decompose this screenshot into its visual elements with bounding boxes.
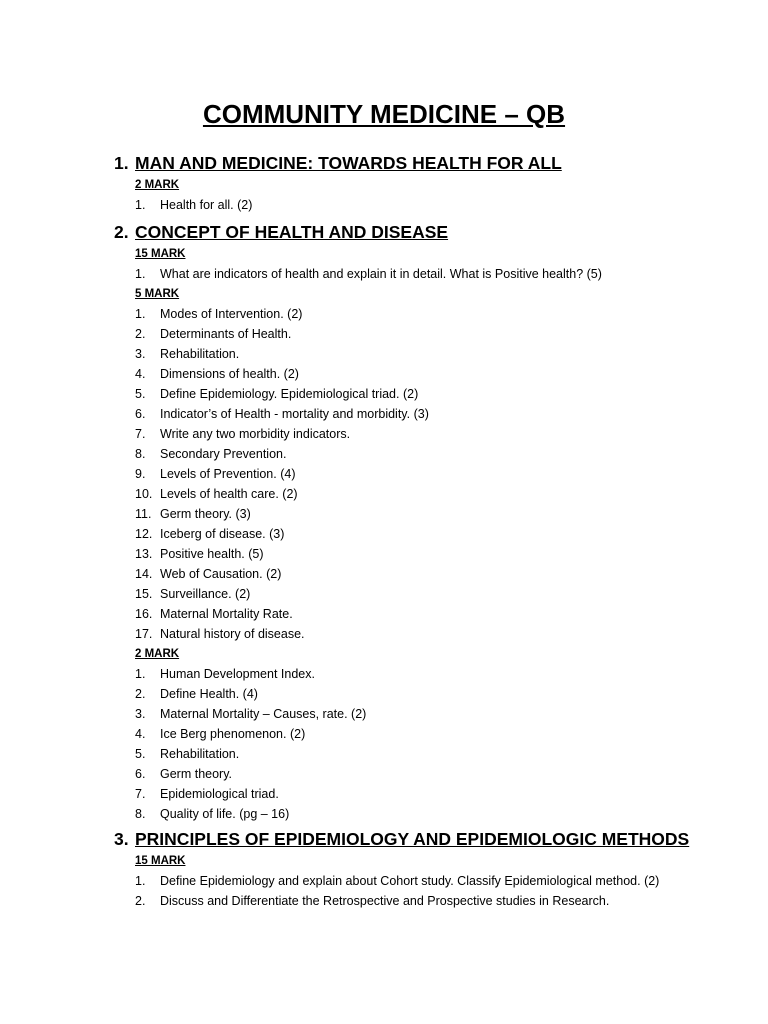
question-number: 6.: [135, 407, 146, 421]
question-text: Quality of life. (pg – 16): [160, 807, 290, 821]
question-item: [135, 504, 602, 524]
question-item: [135, 584, 602, 604]
question-text: Define Epidemiology. Epidemiological triad. (2): [160, 387, 419, 401]
question-item: [135, 564, 602, 584]
question-text: Maternal Mortality Rate.: [160, 607, 293, 621]
question-number: 14.: [135, 567, 153, 581]
question-text: Natural history of disease.: [160, 627, 305, 641]
question-number: 3.: [135, 707, 146, 721]
question-text: Write any two morbidity indicators.: [160, 427, 351, 441]
question-number: 11.: [135, 507, 152, 521]
question-number: 12.: [135, 527, 153, 541]
question-text: Positive health. (5): [160, 547, 264, 561]
question-item: [135, 384, 602, 404]
mark-heading: 15 MARK: [135, 855, 186, 867]
section-number: 1.: [114, 153, 129, 173]
question-number: 1.: [135, 307, 146, 321]
question-text: Human Development Index.: [160, 667, 315, 681]
question-item: [135, 424, 602, 444]
question-number: 6.: [135, 767, 146, 781]
section-2: [114, 220, 602, 824]
question-item: [135, 264, 602, 284]
question-item: [135, 344, 602, 364]
question-text: Surveillance. (2): [160, 587, 251, 601]
question-text: Levels of health care. (2): [160, 487, 298, 501]
question-number: 5.: [135, 387, 146, 401]
question-text: Dimensions of health. (2): [160, 367, 299, 381]
question-number: 16.: [135, 607, 153, 621]
mark-group: [135, 244, 602, 284]
question-text: Modes of Intervention. (2): [160, 307, 303, 321]
question-number: 1.: [135, 667, 146, 681]
question-number: 10.: [135, 487, 153, 501]
question-number: 4.: [135, 367, 146, 381]
section-number: 2.: [114, 222, 129, 242]
question-number: 8.: [135, 807, 146, 821]
question-item: [135, 544, 602, 564]
question-list: [135, 304, 602, 644]
mark-group: [135, 284, 602, 644]
question-text: Epidemiological triad.: [160, 787, 279, 801]
mark-heading: 2 MARK: [135, 179, 180, 191]
question-item: [135, 624, 602, 644]
question-item: [135, 744, 602, 764]
question-number: 8.: [135, 447, 146, 461]
question-list: [135, 664, 602, 824]
question-item: [135, 444, 602, 464]
section-title: MAN AND MEDICINE: TOWARDS HEALTH FOR ALL: [135, 153, 562, 173]
section-heading: [114, 220, 602, 244]
question-number: 1.: [135, 198, 146, 212]
question-item: [135, 804, 602, 824]
question-number: 1.: [135, 874, 146, 888]
question-number: 2.: [135, 894, 146, 908]
question-item: [135, 324, 602, 344]
question-text: What are indicators of health and explain it in detail. What is Positive health? (5): [160, 267, 602, 281]
question-text: Determinants of Health.: [160, 327, 292, 341]
question-text: Germ theory.: [160, 767, 233, 781]
question-text: Germ theory. (3): [160, 507, 251, 521]
question-list: [135, 871, 689, 911]
mark-group: [135, 644, 602, 824]
question-item: [135, 404, 602, 424]
mark-group: [135, 175, 562, 215]
question-text: Rehabilitation.: [160, 347, 240, 361]
question-text: Define Health. (4): [160, 687, 258, 701]
question-number: 5.: [135, 747, 146, 761]
section-title: CONCEPT OF HEALTH AND DISEASE: [135, 222, 449, 242]
question-item: [135, 524, 602, 544]
question-item: [135, 604, 602, 624]
section-title: PRINCIPLES OF EPIDEMIOLOGY AND EPIDEMIOLOGIC METHODS: [135, 829, 690, 849]
question-list: [135, 264, 602, 284]
question-text: Levels of Prevention. (4): [160, 467, 296, 481]
question-item: [135, 304, 602, 324]
question-text: Maternal Mortality – Causes, rate. (2): [160, 707, 367, 721]
question-number: 1.: [135, 267, 146, 281]
section-number: 3.: [114, 829, 129, 849]
question-item: [135, 724, 602, 744]
question-item: [135, 871, 689, 891]
mark-heading: 5 MARK: [135, 288, 180, 300]
question-item: [135, 664, 602, 684]
question-item: [135, 764, 602, 784]
section-3: [114, 827, 689, 911]
question-number: 17.: [135, 627, 153, 641]
question-text: Ice Berg phenomenon. (2): [160, 727, 306, 741]
section-heading: [114, 827, 689, 851]
question-text: Rehabilitation.: [160, 747, 240, 761]
question-item: [135, 891, 689, 911]
question-item: [135, 464, 602, 484]
question-number: 7.: [135, 427, 146, 441]
question-number: 2.: [135, 687, 146, 701]
question-number: 3.: [135, 347, 146, 361]
question-number: 15.: [135, 587, 153, 601]
section-heading: [114, 151, 562, 175]
question-text: Iceberg of disease. (3): [160, 527, 285, 541]
question-item: [135, 484, 602, 504]
question-item: [135, 704, 602, 724]
question-text: Indicator’s of Health - mortality and morbidity. (3): [160, 407, 429, 421]
mark-heading: 2 MARK: [135, 648, 180, 660]
question-number: 7.: [135, 787, 146, 801]
question-text: Discuss and Differentiate the Retrospective and Prospective studies in Research.: [160, 894, 610, 908]
question-number: 13.: [135, 547, 153, 561]
question-text: Define Epidemiology and explain about Cohort study. Classify Epidemiological method. (2): [160, 874, 660, 888]
question-item: [135, 195, 562, 215]
question-item: [135, 364, 602, 384]
mark-heading: 15 MARK: [135, 248, 186, 260]
question-list: [135, 195, 562, 215]
question-item: [135, 784, 602, 804]
question-text: Health for all. (2): [160, 198, 253, 212]
question-text: Secondary Prevention.: [160, 447, 287, 461]
question-number: 4.: [135, 727, 146, 741]
question-number: 2.: [135, 327, 146, 341]
question-text: Web of Causation. (2): [160, 567, 282, 581]
document-title: COMMUNITY MEDICINE – QB: [202, 99, 566, 129]
section-1: [114, 151, 562, 215]
mark-group: [135, 851, 689, 911]
question-item: [135, 684, 602, 704]
question-number: 9.: [135, 467, 146, 481]
